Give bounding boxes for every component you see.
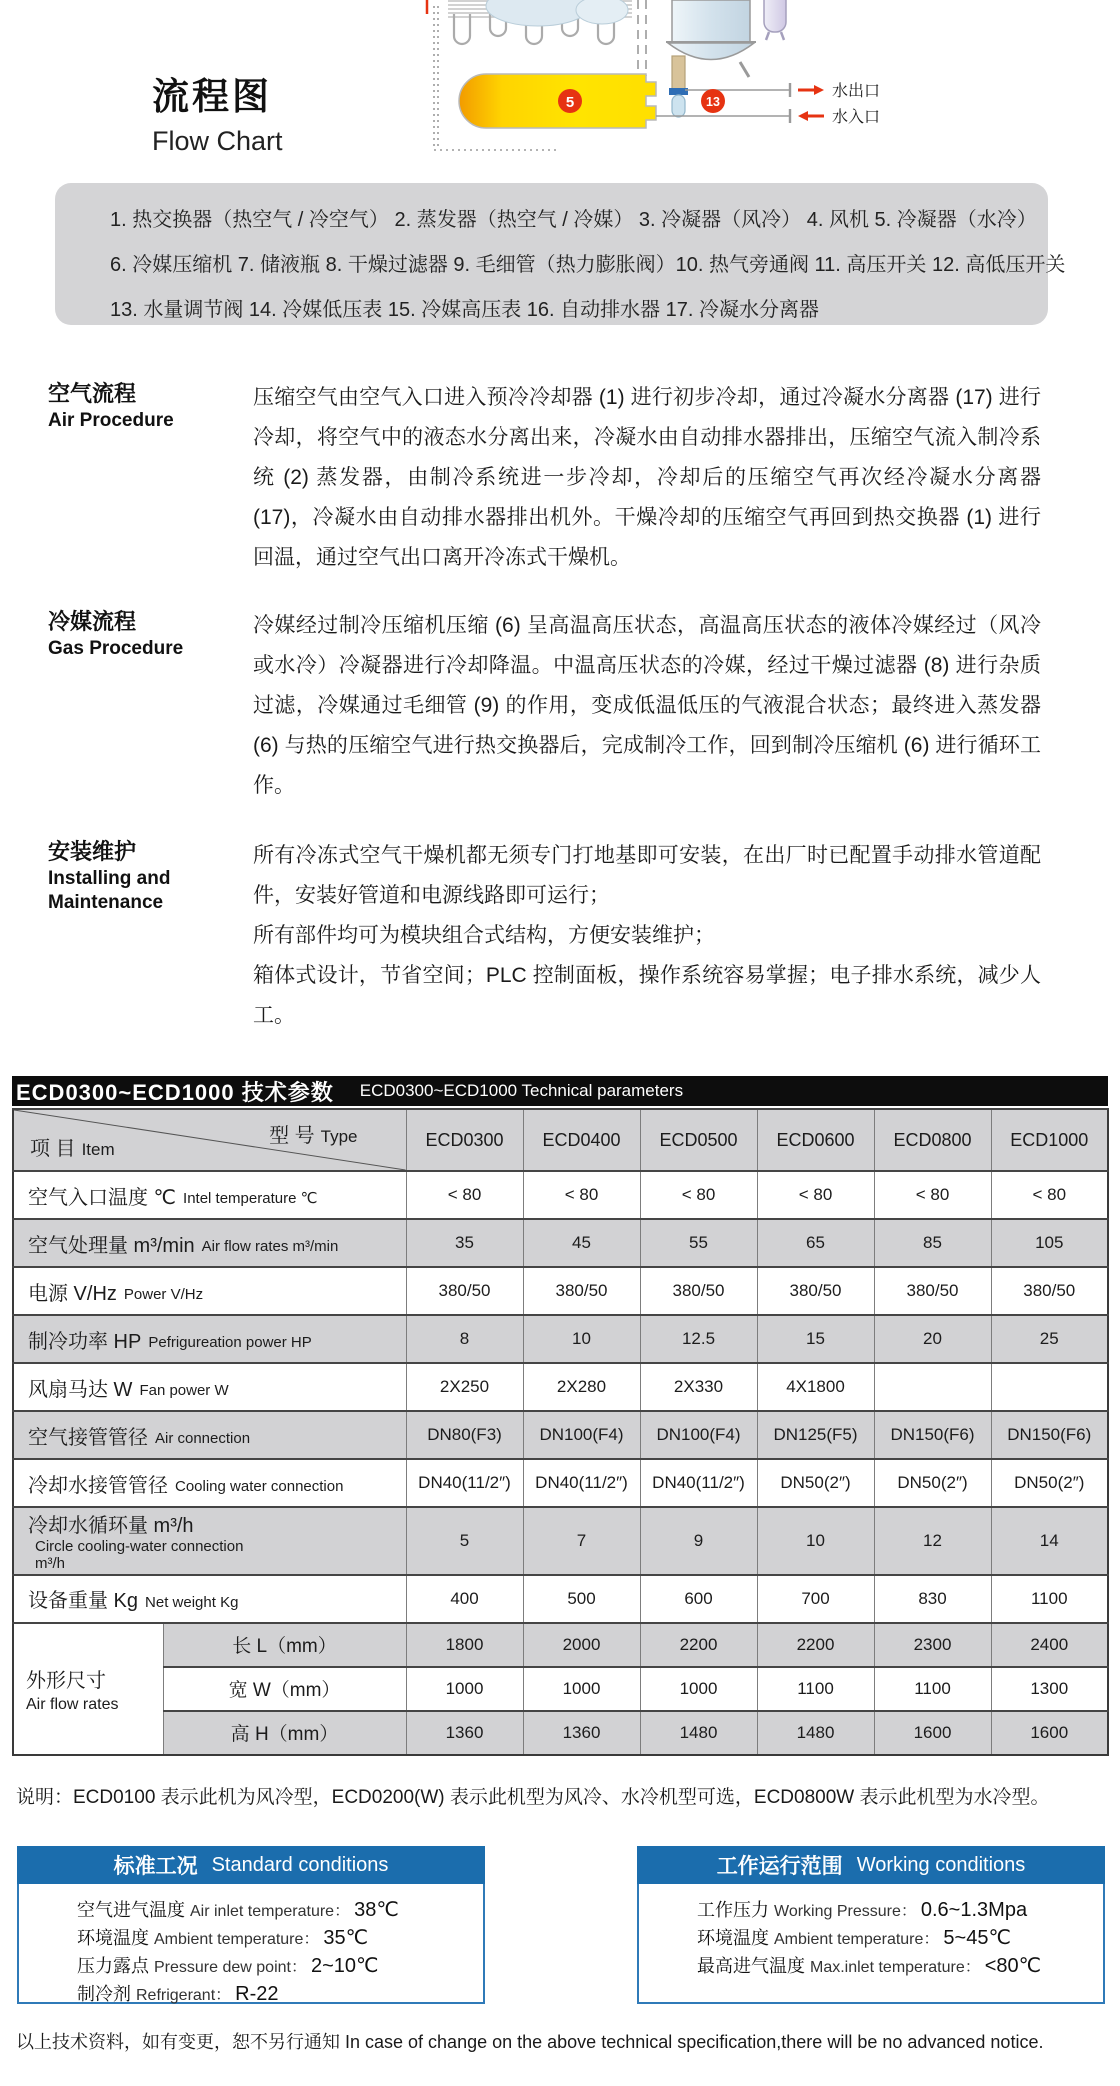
row-label: 电源 V/Hz Power V/Hz (13, 1267, 406, 1315)
cell: 2200 (640, 1623, 757, 1667)
row-label: 空气处理量 m³/min Air flow rates m³/min (13, 1219, 406, 1267)
row-label: 空气入口温度 ℃ Intel temperature ℃ (13, 1171, 406, 1219)
cell: 380/50 (991, 1267, 1108, 1315)
dim-label: 长 L（mm） (163, 1623, 406, 1667)
condition-line: 环境温度 Ambient temperature： 5~45℃ (697, 1927, 1011, 1949)
footer-note: 以上技术资料，如有变更，恕不另行通知 In case of change on the above technical specification,there will be no advanced notice. (16, 2032, 1044, 2052)
model-header: ECD0400 (523, 1109, 640, 1171)
paragraph: 箱体式设计，节省空间；PLC 控制面板，操作系统容易掌握；电子排水系统，减少人工。 (253, 964, 1041, 1027)
cell: 380/50 (757, 1267, 874, 1315)
section-label-en: Air Procedure (48, 410, 174, 431)
cell: 20 (874, 1315, 991, 1363)
cell: 9 (640, 1507, 757, 1575)
heat-exchanger-coil-graphic (448, 0, 632, 44)
cell (991, 1363, 1108, 1411)
box-title-en: Standard conditions (211, 1853, 389, 1876)
flow-chart-graphic (420, 0, 1090, 160)
paragraph: 所有冷冻式空气干燥机都无须专门打地基即可安装，在出厂时已配置手动排水管道配件，安装好管道和电源线路即可运行； (253, 844, 1041, 907)
cell: 1480 (757, 1711, 874, 1755)
cell: 14 (991, 1507, 1108, 1575)
params-title-bar (12, 1076, 1108, 1106)
cell: 380/50 (406, 1267, 523, 1315)
standard-conditions-box (17, 1846, 485, 2004)
cell: < 80 (523, 1171, 640, 1219)
box-title-cn: 工作运行范围 (716, 1855, 843, 1878)
corner-type-cn: 型 号 (269, 1125, 315, 1147)
params-title-cn: ECD0300~ECD1000 技术参数 (16, 1079, 334, 1105)
cell: 1000 (523, 1667, 640, 1711)
water-outlet-label: 水出口 (832, 83, 881, 100)
corner-type-en: Type (320, 1127, 358, 1146)
section-body (253, 378, 1041, 578)
water-condenser-tank-graphic (459, 74, 656, 128)
condition-line: 制冷剂 Refrigerant： R-22 (77, 1983, 279, 2005)
condition-line: 压力露点 Pressure dew point： 2~10℃ (77, 1955, 379, 1977)
standard-conditions-body (17, 1884, 485, 2004)
cell: DN50(2″) (991, 1459, 1108, 1507)
section-label (48, 380, 243, 433)
cell: 15 (757, 1315, 874, 1363)
table-row-width (13, 1667, 1108, 1711)
cell: 1100 (874, 1667, 991, 1711)
table-row-refrigeration-power (13, 1315, 1108, 1363)
paragraph: 所有部件均可为模块组合式结构，方便安装维护； (253, 924, 715, 947)
water-flow-arrows (798, 85, 824, 121)
cell: 1480 (640, 1711, 757, 1755)
box-title-en: Working conditions (856, 1853, 1026, 1876)
cell: 8 (406, 1315, 523, 1363)
legend-line-1: 1. 热交换器（热空气 / 冷空气） 2. 蒸发器（热空气 / 冷媒） 3. 冷凝器（风冷） 4. 风机 5. 冷凝器（水冷） (110, 209, 1037, 231)
model-header: ECD0800 (874, 1109, 991, 1171)
section-label-cn: 冷媒流程 (48, 609, 137, 634)
cell: DN80(F3) (406, 1411, 523, 1459)
cell: 380/50 (874, 1267, 991, 1315)
flow-chart-title-en: Flow Chart (152, 126, 283, 156)
cell: 1100 (757, 1667, 874, 1711)
section-label-cn: 安装维护 (48, 839, 137, 864)
cell: < 80 (640, 1171, 757, 1219)
cell: 35 (406, 1219, 523, 1267)
legend-line-2: 6. 冷媒压缩机 7. 储液瓶 8. 干燥过滤器 9. 毛细管（热力膨胀阀）10. 热气旁通阀 11. 高压开关 12. 高低压开关 (110, 254, 1066, 276)
section-body (253, 606, 1041, 806)
model-note: 说明：ECD0100 表示此机为风冷型，ECD0200(W) 表示此机型为风冷、水冷机型可选，ECD0800W 表示此机型为水冷型。 (16, 1787, 1050, 1808)
row-label: 空气接管管径 Air connection (13, 1411, 406, 1459)
table-header-row (13, 1109, 1108, 1171)
section-installing-maintenance (48, 836, 1088, 1041)
table-row-height (13, 1711, 1108, 1755)
svg-text:5: 5 (565, 94, 575, 111)
working-conditions-box (637, 1846, 1105, 2004)
dim-label: 高 H（mm） (163, 1711, 406, 1755)
flow-chart-title (152, 66, 283, 157)
cell: 1800 (406, 1623, 523, 1667)
receiver-vessel-graphic (764, 0, 786, 40)
cell: DN40(11/2″) (523, 1459, 640, 1507)
cell: 4X1800 (757, 1363, 874, 1411)
condition-line: 环境温度 Ambient temperature： 35℃ (77, 1927, 369, 1949)
cell: 2200 (757, 1623, 874, 1667)
model-header: ECD0300 (406, 1109, 523, 1171)
cell: 700 (757, 1575, 874, 1623)
cell: DN40(11/2″) (640, 1459, 757, 1507)
flow-chart-title-cn: 流程图 (152, 76, 272, 117)
water-valve-graphic (669, 56, 688, 117)
cell: 2X280 (523, 1363, 640, 1411)
cell: 600 (640, 1575, 757, 1623)
cell: < 80 (757, 1171, 874, 1219)
condition-line: 空气进气温度 Air inlet temperature： 38℃ (77, 1899, 399, 1921)
row-label: 设备重量 Kg Net weight Kg (13, 1575, 406, 1623)
cell: DN125(F5) (757, 1411, 874, 1459)
section-label (48, 838, 243, 915)
paragraph: 冷媒经过制冷压缩机压缩 (6) 呈高温高压状态，高温高压状态的液体冷媒经过（风冷或水冷）冷凝器进行冷却降温。中温高压状态的冷媒，经过干燥过滤器 (8) 进行杂质过滤，冷媒通过毛细管 (9) 的作用，变成低温低压的气液混合状态；最终进入蒸发器 (6) 与热的压缩空气进行热交换器后，完成制冷工作，回到制冷压缩机 (6) 进行循环工作。 (253, 614, 1041, 797)
cell: 1300 (991, 1667, 1108, 1711)
legend-line-3: 13. 水量调节阀 14. 冷媒低压表 15. 冷媒高压表 16. 自动排水器 17. 冷凝水分离器 (110, 299, 820, 321)
cell: DN40(11/2″) (406, 1459, 523, 1507)
cell: DN150(F6) (874, 1411, 991, 1459)
cell: 65 (757, 1219, 874, 1267)
cell: 2000 (523, 1623, 640, 1667)
cell: 105 (991, 1219, 1108, 1267)
cell: 2X250 (406, 1363, 523, 1411)
dimensions-group-label: 外形尺寸 Air flow rates (13, 1623, 163, 1755)
marker-5-badge (558, 89, 582, 113)
spec-table (12, 1108, 1109, 1756)
svg-text:13: 13 (706, 95, 720, 109)
cell: 500 (523, 1575, 640, 1623)
table-row-power (13, 1267, 1108, 1315)
table-row-length (13, 1623, 1108, 1667)
cell: 55 (640, 1219, 757, 1267)
table-row-air-flow-rate (13, 1219, 1108, 1267)
model-header: ECD1000 (991, 1109, 1108, 1171)
marker-13-badge (701, 89, 725, 113)
cell: 1600 (991, 1711, 1108, 1755)
cell: DN100(F4) (640, 1411, 757, 1459)
cell: 1100 (991, 1575, 1108, 1623)
cell: < 80 (991, 1171, 1108, 1219)
cell: DN100(F4) (523, 1411, 640, 1459)
condition-line: 最高进气温度 Max.inlet temperature： <80℃ (697, 1955, 1042, 1977)
row-label: 冷却水接管管径 Cooling water connection (13, 1459, 406, 1507)
section-body (253, 836, 1041, 1036)
working-conditions-header (637, 1846, 1105, 1884)
cell: 2400 (991, 1623, 1108, 1667)
cell: 45 (523, 1219, 640, 1267)
corner-item-cn: 项 目 (30, 1138, 76, 1160)
cell: 25 (991, 1315, 1108, 1363)
params-title-en: ECD0300~ECD1000 Technical parameters (359, 1081, 684, 1100)
table-row-cooling-water-connection (13, 1459, 1108, 1507)
cell: 2X330 (640, 1363, 757, 1411)
table-row-net-weight (13, 1575, 1108, 1623)
row-label: 风扇马达 W Fan power W (13, 1363, 406, 1411)
cell (874, 1363, 991, 1411)
box-title-cn: 标准工况 (113, 1855, 198, 1878)
cell: 85 (874, 1219, 991, 1267)
cell: < 80 (406, 1171, 523, 1219)
cell: 12.5 (640, 1315, 757, 1363)
legend-box (55, 183, 1066, 325)
cell: 1360 (523, 1711, 640, 1755)
condition-line: 工作压力 Working Pressure： 0.6~1.3Mpa (697, 1899, 1028, 1921)
cell: 10 (523, 1315, 640, 1363)
model-header: ECD0600 (757, 1109, 874, 1171)
water-inlet-label: 水入口 (832, 109, 881, 126)
paragraph: 压缩空气由空气入口进入预冷冷却器 (1) 进行初步冷却，通过冷凝水分离器 (17) 进行冷却，将空气中的液态水分离出来，冷凝水由自动排水器排出，压缩空气流入制冷系统 (2) 蒸发器，由制冷系统进一步冷却，冷却后的压缩空气再次经冷凝水分离器 (17)，冷凝水由自动排水器排出机外。干燥冷却的压缩空气再回到热交换器 (1) 进行回温，通过空气出口离开冷冻式干燥机。 (253, 386, 1041, 569)
cell: < 80 (874, 1171, 991, 1219)
table-row-fan-power (13, 1363, 1108, 1411)
cell: 1000 (406, 1667, 523, 1711)
cell: DN150(F6) (991, 1411, 1108, 1459)
cell: 830 (874, 1575, 991, 1623)
section-label-en: Installing and Maintenance (48, 868, 171, 913)
row-label: 制冷功率 HP Pefrigureation power HP (13, 1315, 406, 1363)
cell: 10 (757, 1507, 874, 1575)
cell: DN50(2″) (757, 1459, 874, 1507)
cell: 12 (874, 1507, 991, 1575)
cell: 400 (406, 1575, 523, 1623)
standard-conditions-header (17, 1846, 485, 1884)
section-label-en: Gas Procedure (48, 638, 184, 659)
table-row-inlet-temperature (13, 1171, 1108, 1219)
cell: 380/50 (640, 1267, 757, 1315)
cell: 1000 (640, 1667, 757, 1711)
row-label: 冷却水循环量 m³/hCircle cooling-water connection m³/h (13, 1507, 406, 1575)
cell: 1360 (406, 1711, 523, 1755)
section-gas-procedure (48, 606, 1088, 811)
section-air-procedure (48, 378, 1088, 583)
cell: 380/50 (523, 1267, 640, 1315)
model-header: ECD0500 (640, 1109, 757, 1171)
evaporator-blob-graphic (486, 0, 590, 26)
cell: 2300 (874, 1623, 991, 1667)
dim-label: 宽 W（mm） (163, 1667, 406, 1711)
corner-item-en: Item (81, 1140, 115, 1159)
table-row-cooling-water-circulation (13, 1507, 1108, 1575)
table-row-air-connection (13, 1411, 1108, 1459)
cell: 7 (523, 1507, 640, 1575)
section-label-cn: 空气流程 (48, 381, 137, 406)
flow-chart-diagram (420, 0, 1090, 160)
section-label (48, 608, 243, 661)
cell: DN50(2″) (874, 1459, 991, 1507)
working-conditions-body (637, 1884, 1105, 2004)
cell: 5 (406, 1507, 523, 1575)
table-corner-cell (13, 1109, 406, 1171)
cell: 1600 (874, 1711, 991, 1755)
